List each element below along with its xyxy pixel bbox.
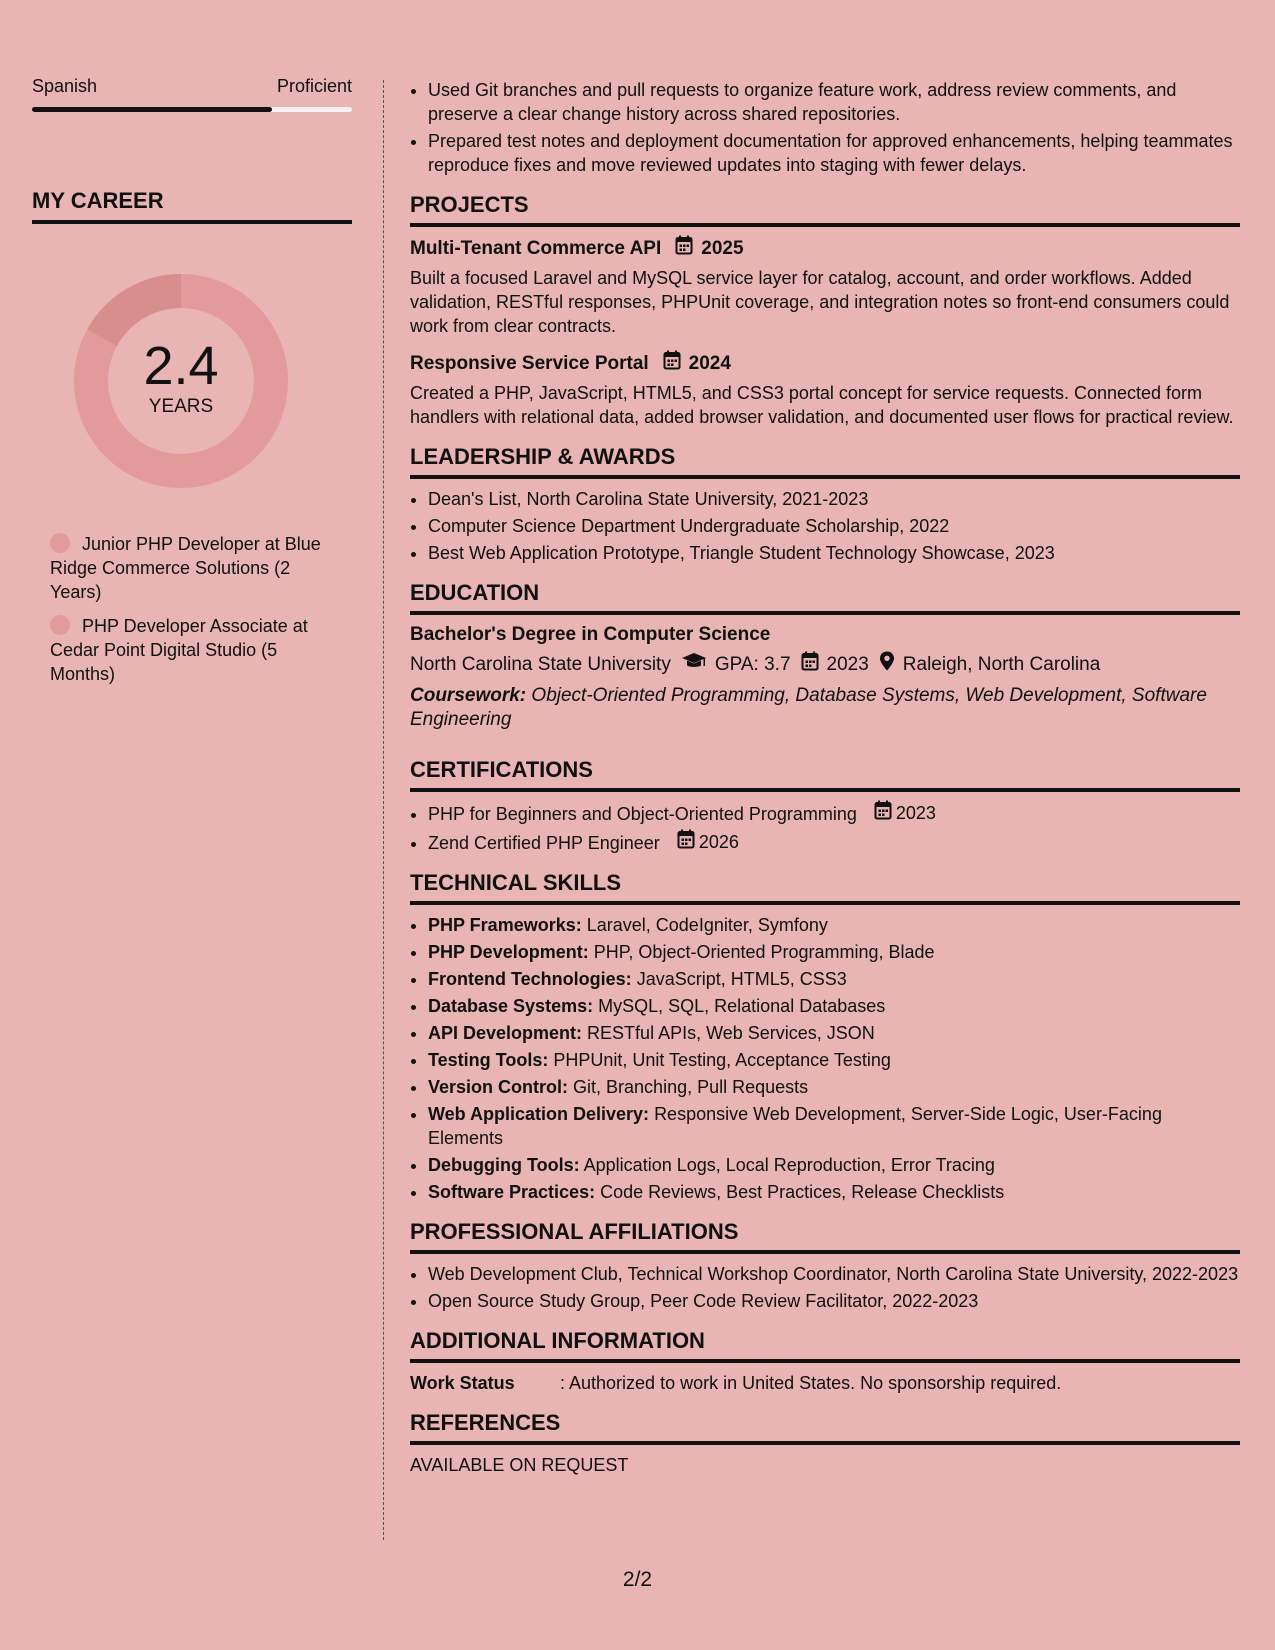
project-year: 2025 <box>701 237 744 259</box>
certification-year: 2023 <box>895 803 936 823</box>
leadership-heading: LEADERSHIP & AWARDS <box>410 443 1240 479</box>
skill-value: Responsive Web Development, Server-Side Logic, User-Facing Elements <box>428 1104 1162 1148</box>
skill-value: PHPUnit, Unit Testing, Acceptance Testing <box>553 1050 891 1070</box>
career-unit: YEARS <box>148 396 214 417</box>
affiliations-list <box>410 1262 1240 1313</box>
certifications-heading: CERTIFICATIONS <box>410 756 1240 792</box>
skill-value: RESTful APIs, Web Services, JSON <box>587 1023 875 1043</box>
certification-item <box>428 800 1240 826</box>
skill-label: Testing Tools: <box>428 1050 549 1070</box>
projects-heading: PROJECTS <box>410 191 1240 227</box>
graduation-cap-icon <box>681 652 707 677</box>
career-item-label: Junior PHP Developer at Blue Ridge Commerce Solutions (2 Years) <box>50 534 321 602</box>
project-description: Built a focused Laravel and MySQL service layer for catalog, account, and order workflows. Added validation, RESTful responses, PHPUnit coverage, and integration notes so front-end consumers could work from clear contracts. <box>410 268 1230 336</box>
project-year: 2024 <box>688 352 731 374</box>
leadership-item: • Computer Science Department Undergraduate Scholarship, 2022 <box>428 514 1240 538</box>
references-text: AVAILABLE ON REQUEST <box>410 1455 629 1475</box>
skill-label: Debugging Tools: <box>428 1155 580 1175</box>
calendar-icon <box>677 829 695 855</box>
certification-item <box>428 829 1240 855</box>
skill-value: MySQL, SQL, Relational Databases <box>598 996 886 1016</box>
skill-item <box>428 967 1240 991</box>
language-name: Spanish <box>32 76 98 96</box>
skill-item <box>428 1180 1240 1204</box>
legend-dot <box>50 615 70 635</box>
calendar-icon <box>874 800 892 826</box>
skill-item <box>428 1075 1240 1099</box>
skill-label: Version Control: <box>428 1077 569 1097</box>
affiliation-item: • Web Development Club, Technical Workshop Coordinator, North Carolina State University, 2022-2023 <box>428 1262 1240 1286</box>
skill-label: PHP Frameworks: <box>428 915 582 935</box>
calendar-icon <box>675 235 693 262</box>
career-heading: MY CAREER <box>32 188 352 224</box>
references-heading: REFERENCES <box>410 1409 1240 1445</box>
skill-value: JavaScript, HTML5, CSS3 <box>636 969 847 989</box>
education-year: 2023 <box>826 653 869 675</box>
education-school: North Carolina State University <box>410 653 671 675</box>
skill-value: PHP, Object-Oriented Programming, Blade <box>593 942 935 962</box>
education-location: Raleigh, North Carolina <box>902 653 1101 675</box>
work-status-label: Work Status <box>410 1373 515 1393</box>
skill-item <box>428 1048 1240 1072</box>
education-degree: Bachelor's Degree in Computer Science <box>410 624 771 645</box>
additional-heading: ADDITIONAL INFORMATION <box>410 1327 1240 1363</box>
leadership-item: • Best Web Application Prototype, Triangle Student Technology Showcase, 2023 <box>428 541 1240 565</box>
career-item <box>50 614 330 686</box>
skill-item <box>428 1021 1240 1045</box>
skill-item <box>428 994 1240 1018</box>
affiliations-heading: PROFESSIONAL AFFILIATIONS <box>410 1218 1240 1254</box>
skill-value: Laravel, CodeIgniter, Symfony <box>586 915 828 935</box>
skill-label: Web Application Delivery: <box>428 1104 650 1124</box>
skill-item <box>428 1102 1240 1150</box>
career-total: 2.4 <box>143 336 219 396</box>
language-level: Proficient <box>276 76 352 96</box>
donut-center <box>66 338 296 418</box>
skill-value: Application Logs, Local Reproduction, Error Tracing <box>583 1155 995 1175</box>
right-column <box>410 78 1240 1477</box>
certifications-list <box>410 800 1240 855</box>
language-row <box>32 76 352 97</box>
career-item-label: PHP Developer Associate at Cedar Point Digital Studio (5 Months) <box>50 616 308 684</box>
donut-segment-secondary <box>102 291 181 338</box>
page-number: 2/2 <box>622 1568 653 1591</box>
work-status-value: : Authorized to work in United States. No sponsorship required. <box>560 1373 1062 1393</box>
legend-dot <box>50 533 70 553</box>
education-gpa: GPA: 3.7 <box>714 653 791 675</box>
project-title <box>410 235 1240 262</box>
project-name: Multi-Tenant Commerce API <box>410 237 662 259</box>
skill-label: API Development: <box>428 1023 583 1043</box>
education-coursework <box>410 684 1240 732</box>
leadership-item: • Dean's List, North Carolina State University, 2021-2023 <box>428 487 1240 511</box>
affiliation-item: • Open Source Study Group, Peer Code Review Facilitator, 2022-2023 <box>428 1289 1240 1313</box>
language-proficiency-fill <box>32 107 272 112</box>
skills-heading: TECHNICAL SKILLS <box>410 869 1240 905</box>
experience-bullets <box>410 78 1240 177</box>
career-item <box>50 532 330 604</box>
education-meta <box>410 651 1240 678</box>
experience-bullet: • Used Git branches and pull requests to organize feature work, address review comments, and preserve a clear change history across shared repositories. <box>428 78 1240 126</box>
skill-value: Code Reviews, Best Practices, Release Checklists <box>600 1182 1005 1202</box>
skill-item <box>428 1153 1240 1177</box>
skill-label: PHP Development: <box>428 942 589 962</box>
calendar-icon <box>663 350 681 377</box>
project-description: Created a PHP, JavaScript, HTML5, and CSS3 portal concept for service requests. Connected form handlers with relational data, added browser validation, and documented user flows for practical review. <box>410 383 1234 427</box>
left-column <box>32 76 352 696</box>
certification-name: PHP for Beginners and Object-Oriented Programming <box>428 804 857 824</box>
project-title <box>410 350 1240 377</box>
coursework-label: Coursework: <box>410 685 527 706</box>
skills-list <box>410 913 1240 1204</box>
work-status-row <box>410 1371 1240 1395</box>
skill-label: Frontend Technologies: <box>428 969 632 989</box>
skill-item <box>428 940 1240 964</box>
skill-label: Software Practices: <box>428 1182 596 1202</box>
leadership-list <box>410 487 1240 565</box>
experience-bullet: • Prepared test notes and deployment documentation for approved enhancements, helping teammates reproduce fixes and move reviewed updates into staging with fewer delays. <box>428 129 1240 177</box>
language-proficiency-bar <box>32 107 352 112</box>
career-list <box>50 532 330 686</box>
education-heading: EDUCATION <box>410 579 1240 615</box>
project-name: Responsive Service Portal <box>410 352 649 374</box>
certification-year: 2026 <box>698 832 739 852</box>
column-divider <box>383 80 384 1540</box>
skill-item <box>428 913 1240 937</box>
coursework-value: Object-Oriented Programming, Database Systems, Web Development, Software Engineering <box>410 685 1207 730</box>
calendar-icon <box>801 651 819 678</box>
skill-label: Database Systems: <box>428 996 594 1016</box>
map-pin-icon <box>879 651 895 678</box>
career-donut-chart <box>66 266 296 496</box>
certification-name: Zend Certified PHP Engineer <box>428 833 660 853</box>
skill-value: Git, Branching, Pull Requests <box>573 1077 809 1097</box>
